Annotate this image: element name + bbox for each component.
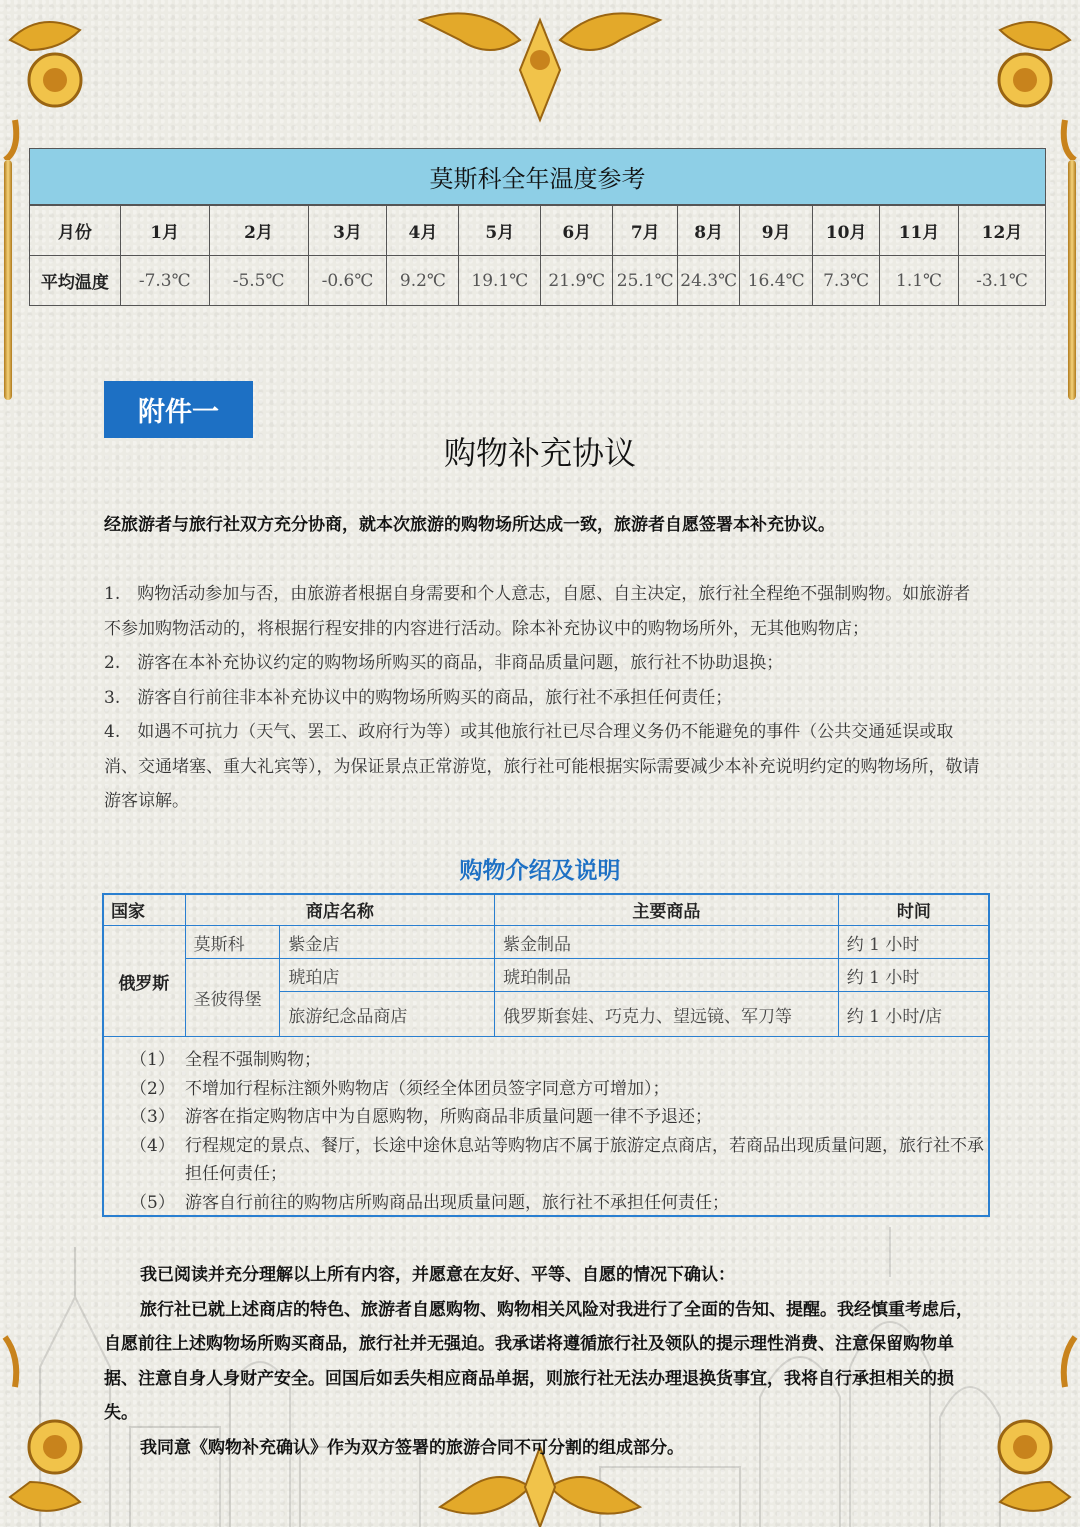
temp-cell: 7.3℃ [813,256,880,306]
document-title: 购物补充协议 [443,434,636,472]
temp-cell: -5.5℃ [209,256,308,306]
clause-list [104,577,984,819]
month-cell: 11月 [880,206,959,256]
header-country: 国家 [103,894,186,926]
temp-cell: 16.4℃ [740,256,813,306]
goods-cell: 紫金制品 [495,926,839,959]
temp-cell: 25.1℃ [613,256,678,306]
corner-ornament-bottom-left [0,1327,120,1527]
note-number: （2） [130,1078,175,1099]
temp-row-label: 平均温度 [30,256,121,306]
top-center-ornament [400,0,680,130]
left-border-ornament [4,160,12,400]
note-item [130,1075,985,1104]
month-row-label: 月份 [30,206,121,256]
right-border-ornament [1068,160,1076,400]
month-cell: 1月 [120,206,209,256]
clause-item: 4. 如遇不可抗力（天气、罢工、政府行为等）或其他旅行社已尽合理义务仍不能避免的事件（公共交通延误或取消、交通堵塞、重大礼宾等），为保证景点正常游览，旅行社可能根据实际需要减少本补充说明约定的购物场所，敬请游客谅解。 [104,722,980,811]
clause-item: 1. 购物活动参加与否，由旅游者根据自身需要和个人意志，自愿、自主决定，旅行社全程绝不强制购物。如旅游者不参加购物活动的，将根据行程安排的内容进行活动。除本补充协议中的购物场所外，无其他购物店； [104,584,971,639]
shop-cell: 紫金店 [280,926,495,959]
time-cell: 约 1 小时/店 [838,992,989,1037]
month-cell: 5月 [459,206,541,256]
corner-ornament-top-right [960,0,1080,160]
month-cell: 12月 [959,206,1046,256]
note-item [130,1046,985,1075]
note-item [130,1189,985,1218]
month-cell: 4月 [387,206,459,256]
confirm-paragraph: 我同意《购物补充确认》作为双方签署的旅游合同不可分割的组成部分。 [140,1437,684,1458]
month-cell: 9月 [740,206,813,256]
city-cell: 圣彼得堡 [185,959,280,1037]
month-cell: 3月 [308,206,387,256]
time-cell: 约 1 小时 [838,959,989,992]
confirm-paragraph: 我已阅读并充分理解以上所有内容，并愿意在友好、平等、自愿的情况下确认： [140,1265,735,1285]
shopping-table [102,893,990,1037]
goods-cell: 琥珀制品 [495,959,839,992]
month-cell: 10月 [813,206,880,256]
note-number: （1） [130,1050,175,1070]
clause-item: 3. 游客自行前往非本补充协议中的购物场所购买的商品，旅行社不承担任何责任； [104,687,733,708]
confirmation-section [104,1258,984,1465]
month-cell: 6月 [541,206,613,256]
note-text: 不增加行程标注额外购物店（须经全体团员签字同意方可增加）； [185,1078,670,1099]
time-cell: 约 1 小时 [838,926,989,959]
header-shop-name: 商店名称 [185,894,494,926]
note-text: 游客自行前往的购物店所购商品出现质量问题，旅行社不承担任何责任； [185,1192,729,1213]
month-cell: 8月 [678,206,740,256]
attachment-badge: 附件一 [104,381,253,438]
temp-cell: -7.3℃ [120,256,209,306]
clause-item: 2. 游客在本补充协议约定的购物场所购买的商品，非商品质量问题，旅行社不协助退换； [104,653,784,673]
note-number: （4） [130,1135,175,1156]
note-number: （3） [130,1107,175,1127]
country-cell: 俄罗斯 [103,926,186,1037]
confirm-paragraph: 旅行社已就上述商店的特色、旅游者自愿购物、购物相关风险对我进行了全面的告知、提醒。我经慎重考虑后，自愿前往上述购物场所购买商品，旅行社并无强迫。我承诺将遵循旅行社及领队的提示理性消费、注意保留购物单据、注意自身人身财产安全。回国后如丢失相应商品单据，则旅行社无法办理退换货事宜，我将自行承担相关的损失。 [104,1299,973,1423]
temp-cell: 9.2℃ [387,256,459,306]
temp-cell: -3.1℃ [959,256,1046,306]
temperature-table [29,205,1046,306]
temp-cell: 19.1℃ [459,256,541,306]
temp-cell: -0.6℃ [308,256,387,306]
header-time: 时间 [838,894,989,926]
temp-cell: 1.1℃ [880,256,959,306]
shop-cell: 旅游纪念品商店 [280,992,495,1037]
note-item [130,1132,985,1189]
note-number: （5） [130,1192,175,1213]
city-cell: 莫斯科 [185,926,280,959]
shopping-notes [130,1046,985,1217]
temp-cell: 24.3℃ [678,256,740,306]
temp-cell: 21.9℃ [541,256,613,306]
note-text: 全程不强制购物； [185,1050,321,1070]
shop-cell: 琥珀店 [280,959,495,992]
temperature-table-title: 莫斯科全年温度参考 [29,148,1046,205]
goods-cell: 俄罗斯套娃、巧克力、望远镜、军刀等 [495,992,839,1037]
month-cell: 7月 [613,206,678,256]
header-goods: 主要商品 [495,894,839,926]
note-text: 游客在指定购物店中为自愿购物，所购商品非质量问题一律不予退还； [185,1107,712,1127]
intro-paragraph: 经旅游者与旅行社双方充分协商，就本次旅游的购物场所达成一致，旅游者自愿签署本补充协议。 [104,515,835,535]
month-cell: 2月 [209,206,308,256]
shopping-section-title: 购物介绍及说明 [459,858,621,884]
corner-ornament-top-left [0,0,120,160]
note-item [130,1103,985,1132]
note-text: 行程规定的景点、餐厅，长途中途休息站等购物店不属于旅游定点商店，若商品出现质量问题，旅行社不承担任何责任； [185,1135,984,1184]
